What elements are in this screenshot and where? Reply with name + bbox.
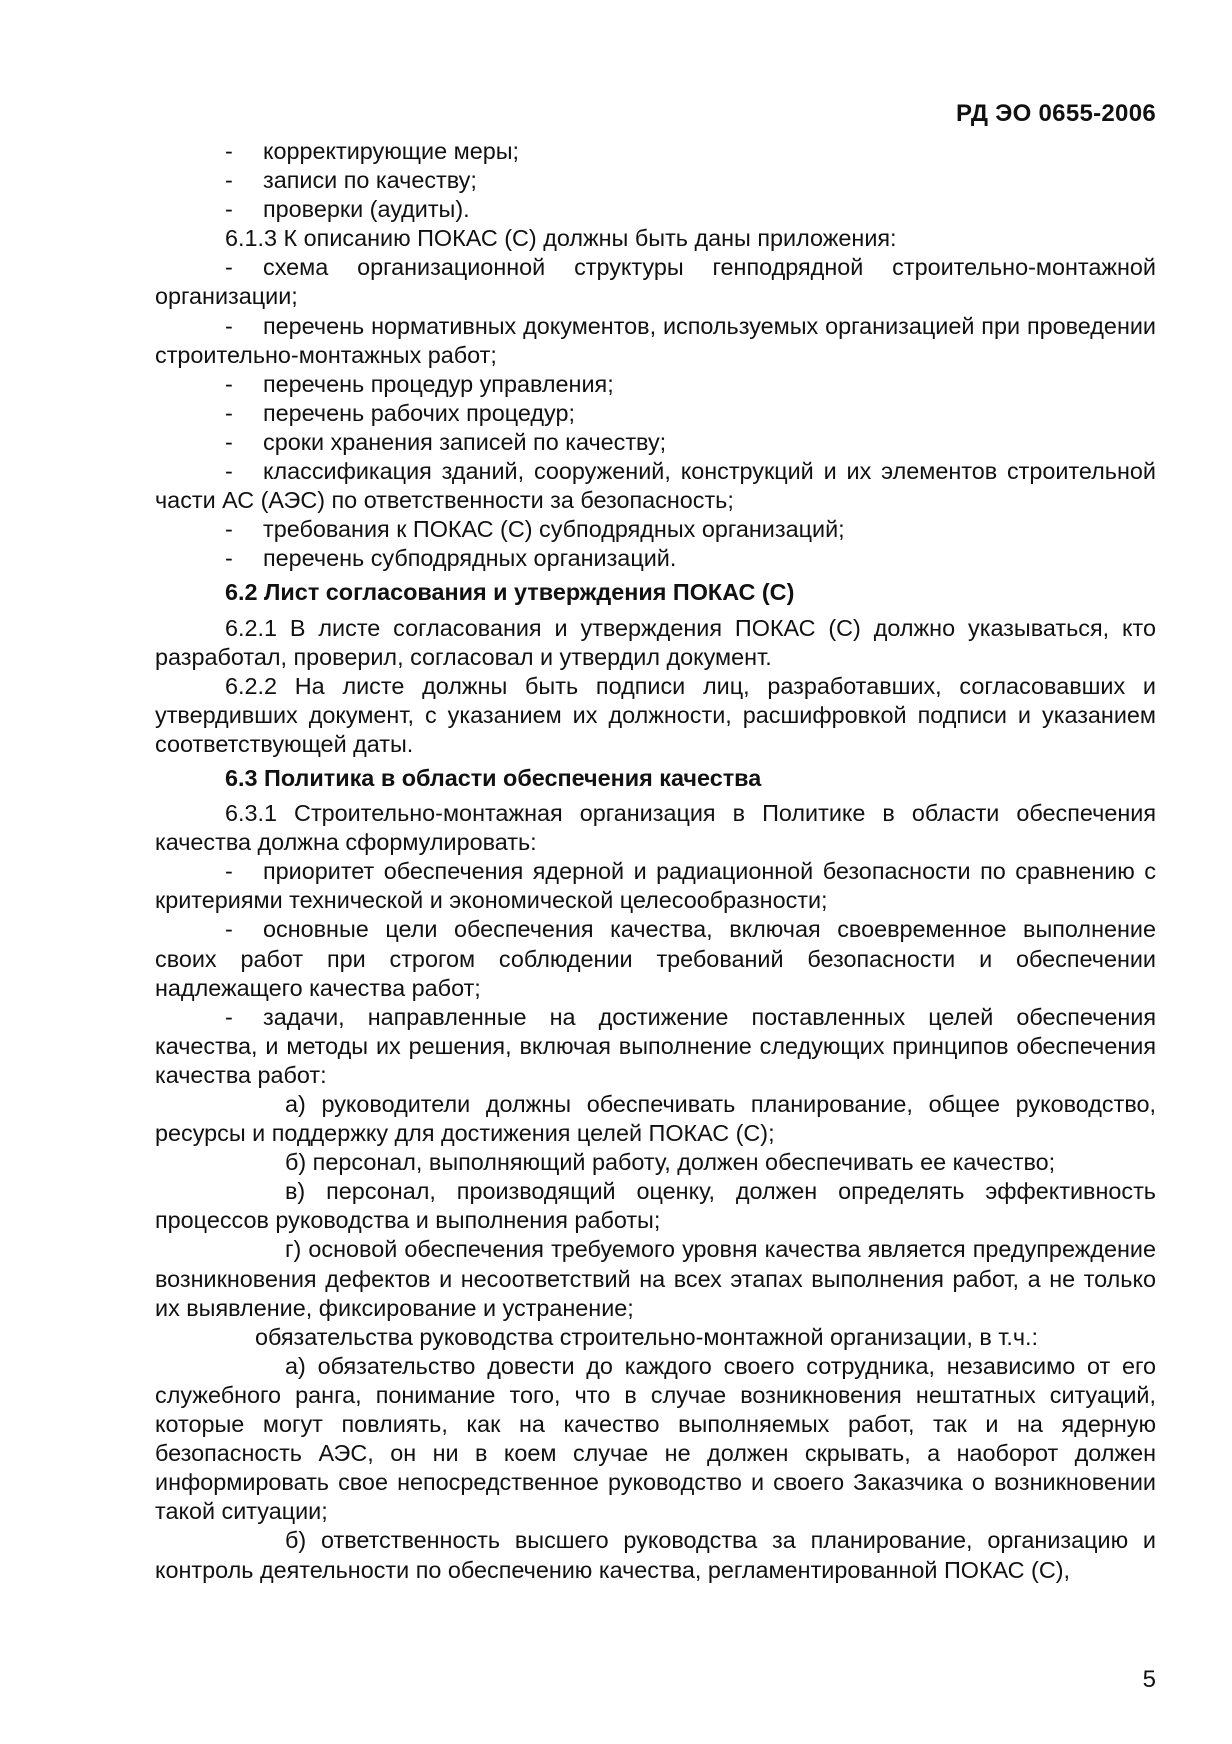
list-item: - классификация зданий, сооружений, конструкций и их элементов строительной части АС (АЭС) по ответственности за безопасность; — [155, 458, 1156, 514]
section-heading-6-3: 6.3 Политика в области обеспечения качества — [225, 764, 762, 791]
list-item: - проверки (аудиты). — [225, 196, 470, 223]
principle-item: в) персонал, производящий оценку, должен определять эффективность процессов руководства и выполнения работы; — [155, 1178, 1156, 1234]
paragraph-6-1-3: 6.1.3 К описанию ПОКАС (С) должны быть даны приложения: — [225, 225, 897, 252]
list-item: - перечень нормативных документов, используемых организацией при проведении строительно-монтажных работ; — [155, 312, 1156, 368]
list-item: - перечень субподрядных организаций. — [225, 545, 677, 572]
list-item: - требования к ПОКАС (С) субподрядных организаций; — [225, 516, 845, 543]
list-item: - перечень процедур управления; — [225, 370, 614, 397]
list-item: - приоритет обеспечения ядерной и радиационной безопасности по сравнению с критериями технической и экономической целесообразности; — [155, 858, 1156, 914]
obligations-intro: обязательства руководства строительно-монтажной организации, в т.ч.: — [255, 1323, 1039, 1350]
list-item: - корректирующие меры; — [225, 138, 520, 164]
list-item: - записи по качеству; — [225, 167, 477, 194]
principle-item: б) персонал, выполняющий работу, должен обеспечивать ее качество; — [285, 1149, 1056, 1176]
principle-item: г) основой обеспечения требуемого уровня качества является предупреждение возникновения дефектов и несоответствий на всех этапах выполнения работ, а не только их выявление, фиксирование и устранение; — [155, 1236, 1156, 1321]
list-item: - перечень рабочих процедур; — [225, 399, 575, 426]
list-item: - основные цели обеспечения качества, включая своевременное выполнение своих работ при строгом соблюдении требований безопасности и обеспечении надлежащего качества работ; — [155, 916, 1156, 1001]
section-heading-6-2: 6.2 Лист согласования и утверждения ПОКАС (С) — [225, 579, 795, 606]
obligation-item: б) ответственность высшего руководства за планирование, организацию и контроль деятельности по обеспечению качества, регламентированной ПОКАС (С), — [155, 1527, 1156, 1583]
document-code: РД ЭО 0655-2006 — [956, 100, 1156, 127]
page-content — [155, 137, 1156, 1585]
paragraph-6-3-1: 6.3.1 Строительно-монтажная организация в Политике в области обеспечения качества должна сформулировать: — [155, 800, 1156, 856]
list-item: - схема организационной структуры генподрядной строительно-монтажной организации; — [155, 254, 1156, 310]
paragraph-6-2-1: 6.2.1 В листе согласования и утверждения ПОКАС (С) должно указываться, кто разработал, проверил, согласовал и утвердил документ. — [155, 614, 1156, 670]
paragraph-6-2-2: 6.2.2 На листе должны быть подписи лиц, разработавших, согласовавших и утвердивших документ, с указанием их должности, расшифровкой подписи и указанием соответствующей даты. — [155, 672, 1156, 757]
list-item: - сроки хранения записей по качеству; — [225, 428, 667, 455]
principle-item: а) руководители должны обеспечивать планирование, общее руководство, ресурсы и поддержку для достижения целей ПОКАС (С); — [155, 1091, 1156, 1147]
list-item: - задачи, направленные на достижение поставленных целей обеспечения качества, и методы их решения, включая выполнение следующих принципов обеспечения качества работ: — [155, 1003, 1156, 1088]
page-number: 5 — [1142, 1666, 1156, 1693]
obligation-item: а) обязательство довести до каждого своего сотрудника, независимо от его служебного ранга, понимание того, что в случае возникновения нештатных ситуаций, которые могут повлиять, как на качество выполняемых работ, так и на ядерную безопасность АЭС, он ни в коем случае не должен скрывать, а наоборот должен информировать свое непосредственное руководство и своего Заказчика о возникновении такой ситуации; — [155, 1352, 1156, 1525]
